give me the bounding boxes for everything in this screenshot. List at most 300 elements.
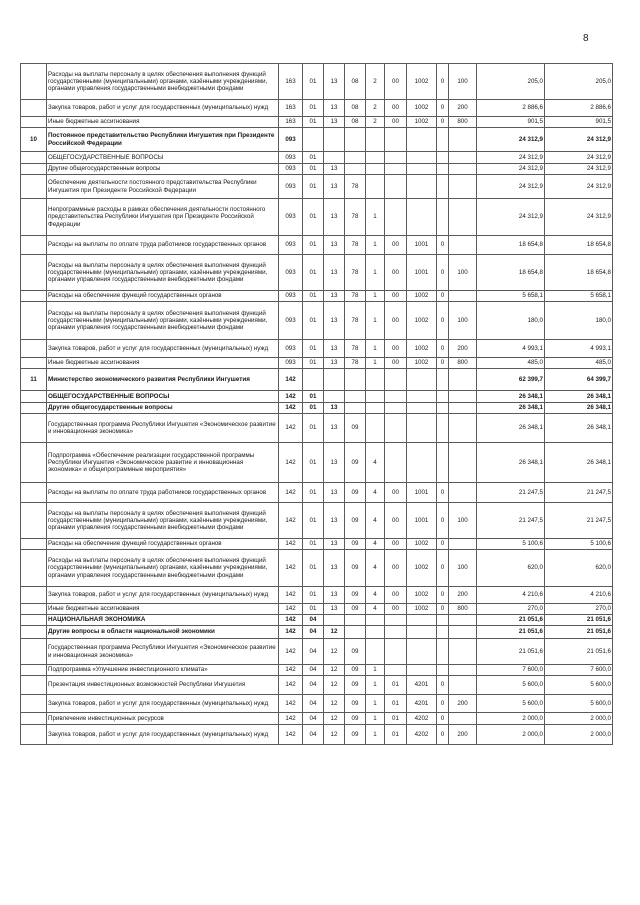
subsection-code-cell: 13 — [324, 236, 345, 255]
suffix-code-cell: 0 — [437, 64, 449, 100]
direction-code-cell — [407, 164, 437, 175]
subsection-code-cell: 13 — [324, 175, 345, 199]
program-code-cell — [345, 369, 366, 391]
program-code-cell — [345, 615, 366, 626]
program-code-cell: 09 — [345, 604, 366, 615]
row-number-cell — [21, 725, 47, 745]
subsection-code-cell: 13 — [324, 503, 345, 539]
subsection-code-cell: 13 — [324, 117, 345, 128]
amount-year2-cell: 21 051,6 — [545, 639, 613, 665]
grbs-code-cell: 142 — [279, 587, 303, 604]
section-code-cell: 04 — [303, 713, 324, 725]
amount-year1-cell: 24 312,9 — [477, 164, 545, 175]
section-code-cell: 04 — [303, 665, 324, 676]
table-row — [21, 539, 613, 550]
section-code-cell: 04 — [303, 639, 324, 665]
direction-code-cell: 4202 — [407, 713, 437, 725]
row-number-cell — [21, 100, 47, 117]
expense-type-cell — [449, 164, 477, 175]
row-number-cell — [21, 152, 47, 164]
program-code-cell: 09 — [345, 725, 366, 745]
amount-year2-cell: 24 312,9 — [545, 152, 613, 164]
amount-year2-cell: 205,0 — [545, 64, 613, 100]
program-code-cell — [345, 128, 366, 152]
subprogram-code-cell — [366, 414, 385, 443]
activity-code-cell — [385, 199, 407, 236]
page-number: 8 — [583, 33, 589, 44]
program-code-cell: 78 — [345, 175, 366, 199]
amount-year1-cell: 24 312,9 — [477, 128, 545, 152]
activity-code-cell — [385, 665, 407, 676]
direction-code-cell: 1002 — [407, 587, 437, 604]
expense-type-cell — [449, 403, 477, 414]
table-row — [21, 403, 613, 414]
activity-code-cell — [385, 128, 407, 152]
row-number-cell — [21, 695, 47, 713]
suffix-code-cell: 0 — [437, 302, 449, 340]
activity-code-cell: 01 — [385, 713, 407, 725]
program-code-cell: 78 — [345, 236, 366, 255]
amount-year2-cell: 21 247,5 — [545, 483, 613, 503]
row-description-cell: Подпрограмма «Обеспечение реализации государственной программы Республики Ингушетия «Экономическое развитие и инновационная экономика» и общепрограммные мероприятия» — [47, 443, 279, 483]
subprogram-code-cell — [366, 403, 385, 414]
suffix-code-cell: 0 — [437, 725, 449, 745]
row-description-cell: Министерство экономического развития Республики Ингушетия — [47, 369, 279, 391]
suffix-code-cell — [437, 443, 449, 483]
amount-year2-cell: 24 312,9 — [545, 175, 613, 199]
row-number-cell — [21, 255, 47, 291]
amount-year1-cell: 2 000,0 — [477, 713, 545, 725]
expense-type-cell — [449, 369, 477, 391]
subprogram-code-cell — [366, 639, 385, 665]
direction-code-cell: 1001 — [407, 503, 437, 539]
direction-code-cell — [407, 369, 437, 391]
direction-code-cell — [407, 391, 437, 403]
amount-year2-cell: 18 654,8 — [545, 236, 613, 255]
amount-year1-cell: 62 399,7 — [477, 369, 545, 391]
amount-year2-cell: 26 348,1 — [545, 414, 613, 443]
row-number-cell — [21, 626, 47, 639]
subprogram-code-cell: 1 — [366, 236, 385, 255]
program-code-cell: 78 — [345, 291, 366, 302]
activity-code-cell — [385, 164, 407, 175]
activity-code-cell: 00 — [385, 255, 407, 291]
row-description-cell: Расходы на выплаты персоналу в целях обеспечения выполнения функций государственными (муниципальными) органами, казёнными учреждениями, органами управления государственными внебюджетными фондами — [47, 302, 279, 340]
direction-code-cell — [407, 626, 437, 639]
section-code-cell: 01 — [303, 302, 324, 340]
amount-year2-cell: 18 654,8 — [545, 255, 613, 291]
amount-year1-cell: 24 312,9 — [477, 152, 545, 164]
amount-year1-cell: 270,0 — [477, 604, 545, 615]
row-number-cell — [21, 403, 47, 414]
row-number-cell — [21, 713, 47, 725]
expense-type-cell: 100 — [449, 255, 477, 291]
row-number-cell — [21, 676, 47, 695]
row-description-cell: Непрограммные расходы в рамках обеспечения деятельности постоянного представительства Республики Ингушетия при Президенте Российской Федерации — [47, 199, 279, 236]
table-row — [21, 550, 613, 587]
row-number-cell — [21, 358, 47, 369]
row-number-cell — [21, 175, 47, 199]
activity-code-cell — [385, 152, 407, 164]
program-code-cell: 78 — [345, 340, 366, 358]
row-description-cell: Подпрограмма «Улучшение инвестиционного климата» — [47, 665, 279, 676]
activity-code-cell: 00 — [385, 117, 407, 128]
section-code-cell: 04 — [303, 615, 324, 626]
suffix-code-cell: 0 — [437, 713, 449, 725]
subsection-code-cell — [324, 128, 345, 152]
amount-year2-cell: 4 993,1 — [545, 340, 613, 358]
program-code-cell: 08 — [345, 100, 366, 117]
subprogram-code-cell — [366, 128, 385, 152]
table-row — [21, 302, 613, 340]
suffix-code-cell: 0 — [437, 117, 449, 128]
row-number-cell — [21, 64, 47, 100]
activity-code-cell: 00 — [385, 340, 407, 358]
section-code-cell — [303, 128, 324, 152]
row-number-cell — [21, 503, 47, 539]
amount-year2-cell: 21 051,6 — [545, 626, 613, 639]
suffix-code-cell — [437, 199, 449, 236]
program-code-cell: 09 — [345, 665, 366, 676]
program-code-cell — [345, 391, 366, 403]
grbs-code-cell: 142 — [279, 369, 303, 391]
subsection-code-cell: 13 — [324, 199, 345, 236]
expense-type-cell — [449, 152, 477, 164]
row-description-cell: Другие общегосударственные вопросы — [47, 403, 279, 414]
amount-year2-cell: 26 348,1 — [545, 403, 613, 414]
direction-code-cell — [407, 665, 437, 676]
grbs-code-cell: 093 — [279, 128, 303, 152]
section-code-cell: 01 — [303, 358, 324, 369]
expense-type-cell — [449, 615, 477, 626]
row-description-cell: Закупка товаров, работ и услуг для государственных (муниципальных) нужд — [47, 340, 279, 358]
grbs-code-cell: 093 — [279, 291, 303, 302]
table-row — [21, 713, 613, 725]
subprogram-code-cell — [366, 615, 385, 626]
program-code-cell: 09 — [345, 483, 366, 503]
amount-year2-cell: 2 000,0 — [545, 713, 613, 725]
subsection-code-cell: 12 — [324, 695, 345, 713]
grbs-code-cell: 142 — [279, 550, 303, 587]
subsection-code-cell: 13 — [324, 414, 345, 443]
activity-code-cell: 00 — [385, 587, 407, 604]
expense-type-cell: 200 — [449, 340, 477, 358]
suffix-code-cell — [437, 164, 449, 175]
table-row — [21, 64, 613, 100]
subprogram-code-cell: 1 — [366, 340, 385, 358]
amount-year2-cell: 5 100,6 — [545, 539, 613, 550]
subsection-code-cell: 13 — [324, 64, 345, 100]
amount-year2-cell: 5 600,0 — [545, 676, 613, 695]
suffix-code-cell: 0 — [437, 100, 449, 117]
subsection-code-cell: 13 — [324, 604, 345, 615]
direction-code-cell: 1002 — [407, 340, 437, 358]
direction-code-cell: 1002 — [407, 100, 437, 117]
amount-year1-cell: 26 348,1 — [477, 403, 545, 414]
amount-year1-cell: 24 312,9 — [477, 199, 545, 236]
expense-type-cell: 100 — [449, 64, 477, 100]
expense-type-cell — [449, 483, 477, 503]
subprogram-code-cell: 4 — [366, 483, 385, 503]
program-code-cell: 09 — [345, 443, 366, 483]
activity-code-cell: 00 — [385, 604, 407, 615]
suffix-code-cell: 0 — [437, 358, 449, 369]
program-code-cell: 09 — [345, 550, 366, 587]
program-code-cell: 08 — [345, 117, 366, 128]
program-code-cell: 09 — [345, 539, 366, 550]
grbs-code-cell: 142 — [279, 483, 303, 503]
subsection-code-cell: 13 — [324, 291, 345, 302]
subprogram-code-cell — [366, 626, 385, 639]
expense-type-cell — [449, 236, 477, 255]
amount-year2-cell: 24 312,9 — [545, 164, 613, 175]
suffix-code-cell — [437, 391, 449, 403]
section-code-cell: 01 — [303, 175, 324, 199]
row-description-cell: Расходы на выплаты персоналу в целях обеспечения выполнения функций государственными (муниципальными) органами, казёнными учреждениями, органами управления государственными внебюджетными фондами — [47, 64, 279, 100]
activity-code-cell: 00 — [385, 539, 407, 550]
expense-type-cell — [449, 443, 477, 483]
section-code-cell: 01 — [303, 391, 324, 403]
section-code-cell: 01 — [303, 199, 324, 236]
subsection-code-cell: 13 — [324, 539, 345, 550]
row-number-cell: 11 — [21, 369, 47, 391]
table-row — [21, 340, 613, 358]
row-description-cell: Иные бюджетные ассигнования — [47, 604, 279, 615]
suffix-code-cell: 0 — [437, 340, 449, 358]
section-code-cell: 01 — [303, 403, 324, 414]
amount-year1-cell: 21 247,5 — [477, 503, 545, 539]
subprogram-code-cell: 1 — [366, 713, 385, 725]
program-code-cell: 09 — [345, 587, 366, 604]
amount-year2-cell: 21 247,5 — [545, 503, 613, 539]
table-row — [21, 725, 613, 745]
suffix-code-cell: 0 — [437, 291, 449, 302]
section-code-cell: 01 — [303, 117, 324, 128]
grbs-code-cell: 163 — [279, 117, 303, 128]
subprogram-code-cell: 1 — [366, 695, 385, 713]
grbs-code-cell: 093 — [279, 199, 303, 236]
subprogram-code-cell — [366, 175, 385, 199]
direction-code-cell: 1002 — [407, 291, 437, 302]
row-number-cell — [21, 550, 47, 587]
grbs-code-cell: 142 — [279, 403, 303, 414]
row-description-cell: Закупка товаров, работ и услуг для государственных (муниципальных) нужд — [47, 587, 279, 604]
table-row — [21, 587, 613, 604]
subsection-code-cell — [324, 391, 345, 403]
row-number-cell — [21, 604, 47, 615]
suffix-code-cell: 0 — [437, 550, 449, 587]
expense-type-cell — [449, 713, 477, 725]
grbs-code-cell: 142 — [279, 713, 303, 725]
amount-year2-cell: 26 348,1 — [545, 391, 613, 403]
suffix-code-cell: 0 — [437, 236, 449, 255]
amount-year1-cell: 620,0 — [477, 550, 545, 587]
grbs-code-cell: 142 — [279, 626, 303, 639]
row-description-cell: Расходы на обеспечение функций государственных органов — [47, 291, 279, 302]
row-description-cell: Расходы на выплаты персоналу в целях обеспечения выполнения функций государственными (муниципальными) органами, казёнными учреждениями, органами управления государственными внебюджетными фондами — [47, 255, 279, 291]
activity-code-cell: 01 — [385, 725, 407, 745]
table-row — [21, 128, 613, 152]
subprogram-code-cell — [366, 369, 385, 391]
subsection-code-cell — [324, 369, 345, 391]
direction-code-cell: 1001 — [407, 255, 437, 291]
table-row — [21, 164, 613, 175]
table-row — [21, 414, 613, 443]
grbs-code-cell: 142 — [279, 391, 303, 403]
amount-year2-cell: 901,5 — [545, 117, 613, 128]
amount-year2-cell: 2 886,6 — [545, 100, 613, 117]
table-row — [21, 695, 613, 713]
expense-type-cell — [449, 175, 477, 199]
direction-code-cell — [407, 639, 437, 665]
direction-code-cell — [407, 414, 437, 443]
grbs-code-cell: 093 — [279, 236, 303, 255]
activity-code-cell: 00 — [385, 236, 407, 255]
suffix-code-cell: 0 — [437, 676, 449, 695]
section-code-cell: 01 — [303, 291, 324, 302]
table-row — [21, 639, 613, 665]
amount-year2-cell: 64 399,7 — [545, 369, 613, 391]
subsection-code-cell: 13 — [324, 100, 345, 117]
direction-code-cell: 1002 — [407, 358, 437, 369]
row-description-cell: Расходы на выплаты персоналу в целях обеспечения выполнения функций государственными (муниципальными) органами, казёнными учреждениями, органами управления государственными внебюджетными фондами — [47, 503, 279, 539]
direction-code-cell: 1002 — [407, 64, 437, 100]
subprogram-code-cell: 1 — [366, 676, 385, 695]
row-number-cell — [21, 587, 47, 604]
activity-code-cell: 01 — [385, 695, 407, 713]
row-description-cell: Иные бюджетные ассигнования — [47, 117, 279, 128]
direction-code-cell — [407, 175, 437, 199]
section-code-cell: 01 — [303, 164, 324, 175]
activity-code-cell: 00 — [385, 503, 407, 539]
expense-type-cell — [449, 128, 477, 152]
section-code-cell: 01 — [303, 340, 324, 358]
section-code-cell: 01 — [303, 64, 324, 100]
program-code-cell: 09 — [345, 639, 366, 665]
subprogram-code-cell: 4 — [366, 539, 385, 550]
grbs-code-cell: 142 — [279, 676, 303, 695]
section-code-cell: 04 — [303, 626, 324, 639]
direction-code-cell: 4201 — [407, 695, 437, 713]
row-number-cell — [21, 391, 47, 403]
grbs-code-cell: 142 — [279, 414, 303, 443]
table-row — [21, 291, 613, 302]
suffix-code-cell: 0 — [437, 604, 449, 615]
amount-year2-cell: 485,0 — [545, 358, 613, 369]
amount-year1-cell: 2 886,6 — [477, 100, 545, 117]
row-description-cell: Расходы на выплаты по оплате труда работников государственных органов — [47, 236, 279, 255]
subprogram-code-cell: 4 — [366, 503, 385, 539]
subprogram-code-cell — [366, 164, 385, 175]
section-code-cell: 01 — [303, 100, 324, 117]
amount-year1-cell: 4 993,1 — [477, 340, 545, 358]
direction-code-cell — [407, 199, 437, 236]
subsection-code-cell: 13 — [324, 302, 345, 340]
direction-code-cell: 4202 — [407, 725, 437, 745]
amount-year1-cell: 26 348,1 — [477, 443, 545, 483]
program-code-cell — [345, 164, 366, 175]
activity-code-cell: 00 — [385, 64, 407, 100]
amount-year1-cell: 901,5 — [477, 117, 545, 128]
program-code-cell: 09 — [345, 695, 366, 713]
expense-type-cell — [449, 639, 477, 665]
suffix-code-cell — [437, 626, 449, 639]
expense-type-cell — [449, 291, 477, 302]
amount-year1-cell: 21 051,6 — [477, 639, 545, 665]
subsection-code-cell: 13 — [324, 358, 345, 369]
activity-code-cell — [385, 403, 407, 414]
subprogram-code-cell — [366, 152, 385, 164]
activity-code-cell: 00 — [385, 302, 407, 340]
grbs-code-cell: 142 — [279, 725, 303, 745]
amount-year2-cell: 26 348,1 — [545, 443, 613, 483]
row-number-cell — [21, 302, 47, 340]
direction-code-cell: 1002 — [407, 302, 437, 340]
subsection-code-cell: 12 — [324, 665, 345, 676]
amount-year1-cell: 26 348,1 — [477, 414, 545, 443]
expense-type-cell: 100 — [449, 550, 477, 587]
subsection-code-cell — [324, 152, 345, 164]
row-description-cell: Расходы на выплаты по оплате труда работников государственных органов — [47, 483, 279, 503]
subsection-code-cell: 13 — [324, 443, 345, 483]
row-number-cell — [21, 639, 47, 665]
grbs-code-cell: 142 — [279, 665, 303, 676]
grbs-code-cell: 093 — [279, 358, 303, 369]
row-number-cell — [21, 164, 47, 175]
subsection-code-cell: 12 — [324, 639, 345, 665]
activity-code-cell — [385, 369, 407, 391]
program-code-cell — [345, 626, 366, 639]
amount-year1-cell: 205,0 — [477, 64, 545, 100]
activity-code-cell — [385, 615, 407, 626]
activity-code-cell — [385, 414, 407, 443]
activity-code-cell — [385, 639, 407, 665]
subprogram-code-cell: 1 — [366, 199, 385, 236]
activity-code-cell: 00 — [385, 291, 407, 302]
table-row — [21, 483, 613, 503]
table-row — [21, 503, 613, 539]
program-code-cell: 78 — [345, 302, 366, 340]
amount-year1-cell: 2 000,0 — [477, 725, 545, 745]
subsection-code-cell: 13 — [324, 587, 345, 604]
table-row — [21, 665, 613, 676]
amount-year1-cell: 7 600,0 — [477, 665, 545, 676]
activity-code-cell: 00 — [385, 358, 407, 369]
grbs-code-cell: 142 — [279, 639, 303, 665]
amount-year1-cell: 5 658,1 — [477, 291, 545, 302]
suffix-code-cell — [437, 369, 449, 391]
amount-year1-cell: 5 600,0 — [477, 676, 545, 695]
activity-code-cell: 00 — [385, 483, 407, 503]
subprogram-code-cell: 1 — [366, 255, 385, 291]
amount-year2-cell: 24 312,9 — [545, 128, 613, 152]
table-body — [21, 64, 613, 745]
program-code-cell: 78 — [345, 199, 366, 236]
expense-type-cell: 100 — [449, 302, 477, 340]
table-row — [21, 236, 613, 255]
amount-year1-cell: 180,0 — [477, 302, 545, 340]
amount-year2-cell: 270,0 — [545, 604, 613, 615]
suffix-code-cell: 0 — [437, 503, 449, 539]
row-number-cell — [21, 539, 47, 550]
row-number-cell — [21, 665, 47, 676]
grbs-code-cell: 142 — [279, 604, 303, 615]
direction-code-cell: 1001 — [407, 483, 437, 503]
table-row — [21, 615, 613, 626]
suffix-code-cell — [437, 615, 449, 626]
amount-year2-cell: 24 312,9 — [545, 199, 613, 236]
section-code-cell: 01 — [303, 152, 324, 164]
